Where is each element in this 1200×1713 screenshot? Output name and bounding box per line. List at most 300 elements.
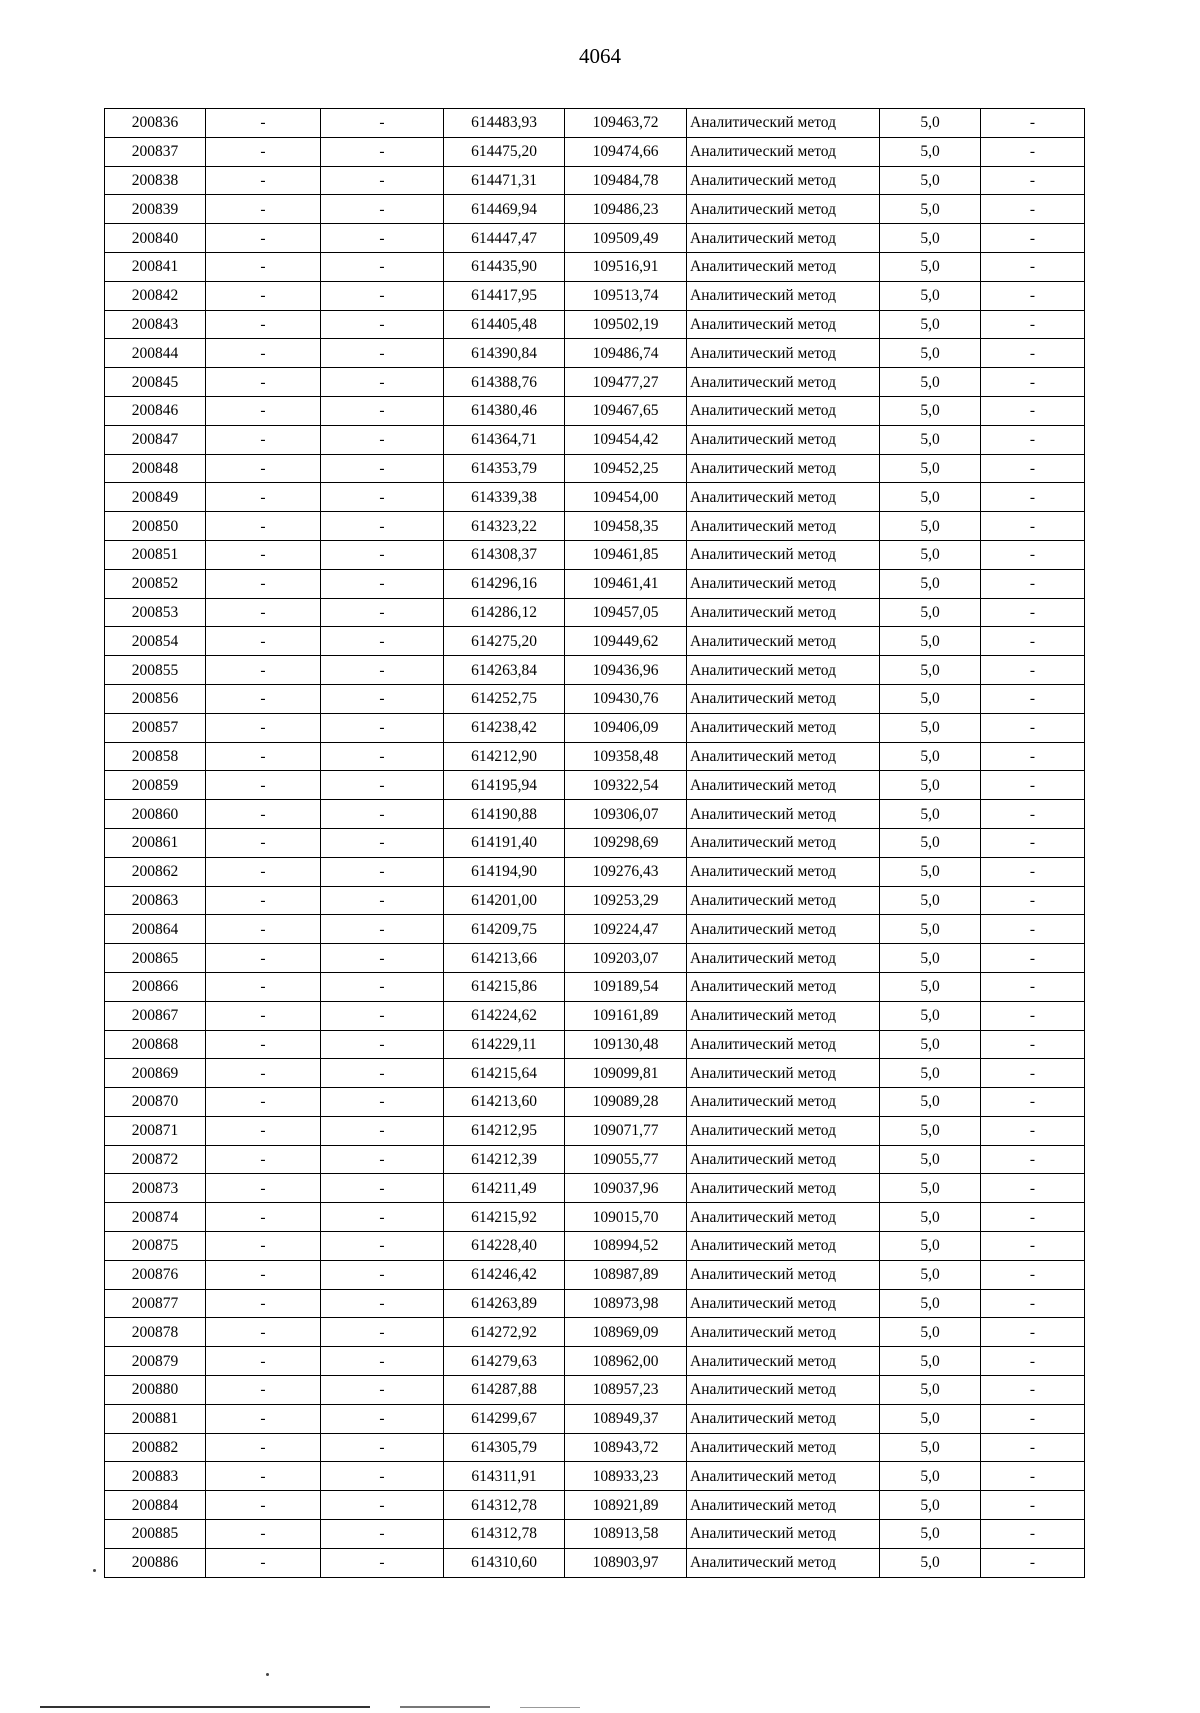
cell-col-2: - [206,713,321,742]
cell-col-2: - [206,396,321,425]
cell-col-2: - [206,1347,321,1376]
cell-col-3: - [321,1116,444,1145]
cell-coord-y: 109454,42 [565,425,687,454]
cell-coord-x: 614246,42 [444,1260,565,1289]
cell-point-id: 200853 [105,598,206,627]
cell-coord-y: 109015,70 [565,1203,687,1232]
cell-col-8: - [981,972,1085,1001]
cell-col-3: - [321,1347,444,1376]
cell-coord-y: 109322,54 [565,771,687,800]
cell-col-3: - [321,1145,444,1174]
cell-method: Аналитический метод [687,1491,880,1520]
cell-col-2: - [206,1260,321,1289]
cell-col-2: - [206,857,321,886]
cell-coord-y: 109457,05 [565,598,687,627]
cell-col-2: - [206,569,321,598]
cell-col-8: - [981,396,1085,425]
cell-col-8: - [981,368,1085,397]
cell-coord-y: 109089,28 [565,1088,687,1117]
cell-col-3: - [321,368,444,397]
cell-accuracy: 5,0 [880,1030,981,1059]
cell-accuracy: 5,0 [880,857,981,886]
table-row [105,656,1085,685]
cell-point-id: 200870 [105,1088,206,1117]
cell-col-3: - [321,598,444,627]
cell-col-3: - [321,137,444,166]
cell-coord-y: 109516,91 [565,252,687,281]
cell-accuracy: 5,0 [880,1462,981,1491]
cell-coord-y: 109509,49 [565,224,687,253]
coordinates-table [104,108,1085,1578]
cell-col-8: - [981,1376,1085,1405]
cell-method: Аналитический метод [687,224,880,253]
cell-method: Аналитический метод [687,281,880,310]
cell-point-id: 200880 [105,1376,206,1405]
cell-method: Аналитический метод [687,339,880,368]
cell-method: Аналитический метод [687,454,880,483]
cell-coord-x: 614405,48 [444,310,565,339]
cell-accuracy: 5,0 [880,1145,981,1174]
cell-coord-x: 614263,89 [444,1289,565,1318]
cell-point-id: 200850 [105,512,206,541]
cell-col-8: - [981,1289,1085,1318]
table-row [105,1404,1085,1433]
cell-accuracy: 5,0 [880,1520,981,1549]
cell-coord-y: 109452,25 [565,454,687,483]
table-row [105,944,1085,973]
cell-col-3: - [321,1548,444,1577]
cell-col-3: - [321,1203,444,1232]
cell-col-2: - [206,512,321,541]
cell-coord-x: 614238,42 [444,713,565,742]
table-row [105,1260,1085,1289]
cell-accuracy: 5,0 [880,1548,981,1577]
cell-col-3: - [321,627,444,656]
cell-accuracy: 5,0 [880,944,981,973]
cell-accuracy: 5,0 [880,1203,981,1232]
cell-col-3: - [321,684,444,713]
table-row [105,1030,1085,1059]
scan-edge-line [400,1706,490,1708]
table-row [105,396,1085,425]
cell-method: Аналитический метод [687,310,880,339]
cell-col-8: - [981,1404,1085,1433]
cell-point-id: 200883 [105,1462,206,1491]
cell-point-id: 200871 [105,1116,206,1145]
cell-point-id: 200838 [105,166,206,195]
cell-col-3: - [321,1404,444,1433]
cell-coord-x: 614212,95 [444,1116,565,1145]
cell-point-id: 200873 [105,1174,206,1203]
cell-accuracy: 5,0 [880,195,981,224]
cell-accuracy: 5,0 [880,1289,981,1318]
cell-col-8: - [981,713,1085,742]
cell-col-8: - [981,310,1085,339]
cell-accuracy: 5,0 [880,310,981,339]
cell-coord-x: 614339,38 [444,483,565,512]
cell-coord-y: 109161,89 [565,1001,687,1030]
cell-col-8: - [981,1001,1085,1030]
cell-coord-y: 109436,96 [565,656,687,685]
cell-coord-x: 614275,20 [444,627,565,656]
cell-accuracy: 5,0 [880,1001,981,1030]
cell-coord-x: 614312,78 [444,1520,565,1549]
cell-coord-x: 614417,95 [444,281,565,310]
cell-method: Аналитический метод [687,1548,880,1577]
cell-method: Аналитический метод [687,944,880,973]
table-row [105,1001,1085,1030]
cell-accuracy: 5,0 [880,627,981,656]
cell-coord-x: 614312,78 [444,1491,565,1520]
cell-coord-y: 109474,66 [565,137,687,166]
cell-coord-y: 109430,76 [565,684,687,713]
cell-coord-y: 108994,52 [565,1232,687,1261]
cell-point-id: 200843 [105,310,206,339]
table-row [105,512,1085,541]
cell-coord-y: 108969,09 [565,1318,687,1347]
cell-method: Аналитический метод [687,252,880,281]
cell-point-id: 200860 [105,800,206,829]
cell-method: Аналитический метод [687,1433,880,1462]
cell-col-2: - [206,1318,321,1347]
cell-col-3: - [321,252,444,281]
cell-point-id: 200881 [105,1404,206,1433]
cell-col-8: - [981,886,1085,915]
cell-col-8: - [981,224,1085,253]
cell-accuracy: 5,0 [880,684,981,713]
cell-point-id: 200855 [105,656,206,685]
cell-col-2: - [206,1462,321,1491]
cell-col-8: - [981,944,1085,973]
table-row [105,368,1085,397]
cell-point-id: 200842 [105,281,206,310]
table-row [105,915,1085,944]
cell-coord-x: 614469,94 [444,195,565,224]
cell-accuracy: 5,0 [880,828,981,857]
cell-coord-y: 108957,23 [565,1376,687,1405]
cell-col-3: - [321,281,444,310]
cell-coord-y: 109298,69 [565,828,687,857]
cell-coord-x: 614228,40 [444,1232,565,1261]
cell-point-id: 200837 [105,137,206,166]
cell-col-8: - [981,1347,1085,1376]
cell-point-id: 200859 [105,771,206,800]
cell-point-id: 200863 [105,886,206,915]
cell-col-8: - [981,828,1085,857]
scan-edge-line [520,1707,580,1708]
cell-accuracy: 5,0 [880,1116,981,1145]
cell-col-8: - [981,1260,1085,1289]
cell-point-id: 200877 [105,1289,206,1318]
cell-accuracy: 5,0 [880,1088,981,1117]
table-row [105,1347,1085,1376]
cell-point-id: 200872 [105,1145,206,1174]
cell-col-3: - [321,1462,444,1491]
cell-col-3: - [321,944,444,973]
cell-col-8: - [981,598,1085,627]
table-row [105,1318,1085,1347]
cell-coord-x: 614353,79 [444,454,565,483]
table-row [105,684,1085,713]
cell-coord-y: 109253,29 [565,886,687,915]
cell-point-id: 200879 [105,1347,206,1376]
cell-col-3: - [321,1088,444,1117]
cell-coord-x: 614215,64 [444,1059,565,1088]
cell-col-2: - [206,1001,321,1030]
cell-col-3: - [321,742,444,771]
cell-col-8: - [981,1318,1085,1347]
cell-coord-x: 614252,75 [444,684,565,713]
cell-coord-x: 614224,62 [444,1001,565,1030]
table-body [105,109,1085,1578]
cell-accuracy: 5,0 [880,512,981,541]
cell-accuracy: 5,0 [880,1347,981,1376]
cell-col-2: - [206,1548,321,1577]
cell-accuracy: 5,0 [880,540,981,569]
cell-accuracy: 5,0 [880,598,981,627]
cell-coord-x: 614475,20 [444,137,565,166]
cell-col-8: - [981,166,1085,195]
table-row [105,886,1085,915]
cell-coord-y: 109055,77 [565,1145,687,1174]
cell-point-id: 200885 [105,1520,206,1549]
cell-col-3: - [321,224,444,253]
cell-point-id: 200864 [105,915,206,944]
cell-col-3: - [321,109,444,138]
cell-col-2: - [206,771,321,800]
cell-col-2: - [206,109,321,138]
cell-coord-x: 614213,60 [444,1088,565,1117]
cell-col-3: - [321,310,444,339]
cell-col-2: - [206,425,321,454]
page-number: 4064 [579,44,621,68]
cell-col-2: - [206,684,321,713]
cell-coord-x: 614390,84 [444,339,565,368]
cell-method: Аналитический метод [687,1347,880,1376]
cell-method: Аналитический метод [687,1318,880,1347]
cell-col-3: - [321,915,444,944]
cell-col-3: - [321,972,444,1001]
cell-coord-y: 109461,41 [565,569,687,598]
cell-col-8: - [981,1030,1085,1059]
cell-col-8: - [981,771,1085,800]
cell-coord-x: 614279,63 [444,1347,565,1376]
table-row [105,454,1085,483]
cell-method: Аналитический метод [687,1174,880,1203]
cell-col-2: - [206,224,321,253]
table-row [105,972,1085,1001]
cell-coord-x: 614296,16 [444,569,565,598]
cell-coord-y: 109454,00 [565,483,687,512]
cell-col-2: - [206,1116,321,1145]
cell-accuracy: 5,0 [880,713,981,742]
cell-method: Аналитический метод [687,972,880,1001]
cell-accuracy: 5,0 [880,281,981,310]
cell-coord-y: 108913,58 [565,1520,687,1549]
cell-col-8: - [981,627,1085,656]
cell-coord-x: 614287,88 [444,1376,565,1405]
cell-point-id: 200847 [105,425,206,454]
cell-col-3: - [321,1001,444,1030]
cell-col-8: - [981,483,1085,512]
cell-method: Аналитический метод [687,915,880,944]
cell-point-id: 200849 [105,483,206,512]
cell-coord-x: 614194,90 [444,857,565,886]
cell-col-3: - [321,1260,444,1289]
cell-accuracy: 5,0 [880,483,981,512]
table-row [105,742,1085,771]
table-row [105,1145,1085,1174]
cell-method: Аналитический метод [687,684,880,713]
scan-edge-line [40,1706,370,1708]
cell-accuracy: 5,0 [880,569,981,598]
cell-col-8: - [981,281,1085,310]
cell-col-3: - [321,512,444,541]
cell-point-id: 200839 [105,195,206,224]
cell-col-8: - [981,857,1085,886]
cell-col-8: - [981,1491,1085,1520]
cell-coord-x: 614191,40 [444,828,565,857]
cell-coord-x: 614364,71 [444,425,565,454]
cell-method: Аналитический метод [687,828,880,857]
cell-col-2: - [206,137,321,166]
cell-method: Аналитический метод [687,512,880,541]
cell-coord-y: 108949,37 [565,1404,687,1433]
cell-col-2: - [206,339,321,368]
cell-method: Аналитический метод [687,857,880,886]
cell-accuracy: 5,0 [880,1404,981,1433]
cell-col-2: - [206,944,321,973]
cell-col-2: - [206,598,321,627]
cell-col-8: - [981,800,1085,829]
cell-method: Аналитический метод [687,1462,880,1491]
cell-col-2: - [206,1404,321,1433]
cell-method: Аналитический метод [687,1088,880,1117]
cell-method: Аналитический метод [687,1404,880,1433]
cell-coord-x: 614286,12 [444,598,565,627]
cell-coord-y: 109486,23 [565,195,687,224]
cell-method: Аналитический метод [687,656,880,685]
cell-col-2: - [206,281,321,310]
cell-coord-x: 614310,60 [444,1548,565,1577]
cell-col-3: - [321,886,444,915]
cell-col-3: - [321,396,444,425]
table-row [105,195,1085,224]
cell-col-8: - [981,1116,1085,1145]
cell-col-8: - [981,1462,1085,1491]
cell-coord-x: 614299,67 [444,1404,565,1433]
cell-point-id: 200840 [105,224,206,253]
cell-method: Аналитический метод [687,1289,880,1318]
cell-coord-x: 614211,49 [444,1174,565,1203]
cell-accuracy: 5,0 [880,137,981,166]
table-row [105,425,1085,454]
cell-accuracy: 5,0 [880,224,981,253]
table-row [105,1462,1085,1491]
cell-col-8: - [981,109,1085,138]
cell-point-id: 200854 [105,627,206,656]
cell-col-8: - [981,684,1085,713]
cell-coord-y: 108987,89 [565,1260,687,1289]
cell-point-id: 200867 [105,1001,206,1030]
cell-accuracy: 5,0 [880,252,981,281]
table-row [105,828,1085,857]
cell-coord-x: 614229,11 [444,1030,565,1059]
cell-coord-y: 109502,19 [565,310,687,339]
cell-method: Аналитический метод [687,742,880,771]
cell-accuracy: 5,0 [880,1059,981,1088]
cell-point-id: 200857 [105,713,206,742]
table-row [105,1520,1085,1549]
cell-accuracy: 5,0 [880,396,981,425]
table-row [105,252,1085,281]
cell-col-2: - [206,368,321,397]
table-row [105,771,1085,800]
cell-method: Аналитический метод [687,166,880,195]
cell-col-2: - [206,1289,321,1318]
cell-col-2: - [206,1232,321,1261]
cell-coord-x: 614305,79 [444,1433,565,1462]
cell-col-8: - [981,137,1085,166]
cell-method: Аналитический метод [687,1203,880,1232]
table-row [105,1232,1085,1261]
cell-col-2: - [206,1145,321,1174]
cell-coord-x: 614435,90 [444,252,565,281]
cell-coord-y: 109224,47 [565,915,687,944]
cell-coord-x: 614215,86 [444,972,565,1001]
cell-accuracy: 5,0 [880,166,981,195]
cell-method: Аналитический метод [687,109,880,138]
cell-method: Аналитический метод [687,540,880,569]
cell-coord-y: 108903,97 [565,1548,687,1577]
cell-point-id: 200869 [105,1059,206,1088]
cell-coord-x: 614311,91 [444,1462,565,1491]
cell-col-8: - [981,1520,1085,1549]
cell-coord-y: 108962,00 [565,1347,687,1376]
cell-coord-x: 614195,94 [444,771,565,800]
cell-method: Аналитический метод [687,1116,880,1145]
cell-point-id: 200844 [105,339,206,368]
cell-coord-y: 109276,43 [565,857,687,886]
cell-coord-y: 109306,07 [565,800,687,829]
cell-coord-y: 109477,27 [565,368,687,397]
cell-col-2: - [206,1520,321,1549]
cell-col-2: - [206,252,321,281]
cell-point-id: 200866 [105,972,206,1001]
cell-col-2: - [206,828,321,857]
cell-col-2: - [206,195,321,224]
cell-col-2: - [206,1491,321,1520]
cell-col-3: - [321,1520,444,1549]
cell-point-id: 200884 [105,1491,206,1520]
cell-col-2: - [206,915,321,944]
cell-col-3: - [321,800,444,829]
cell-col-8: - [981,742,1085,771]
cell-coord-y: 108943,72 [565,1433,687,1462]
cell-method: Аналитический метод [687,1520,880,1549]
table-row [105,857,1085,886]
cell-coord-y: 109461,85 [565,540,687,569]
table-row [105,1059,1085,1088]
cell-col-3: - [321,1318,444,1347]
cell-col-3: - [321,1433,444,1462]
cell-method: Аналитический метод [687,368,880,397]
cell-col-2: - [206,310,321,339]
cell-coord-x: 614209,75 [444,915,565,944]
cell-accuracy: 5,0 [880,886,981,915]
cell-accuracy: 5,0 [880,656,981,685]
cell-coord-y: 109484,78 [565,166,687,195]
